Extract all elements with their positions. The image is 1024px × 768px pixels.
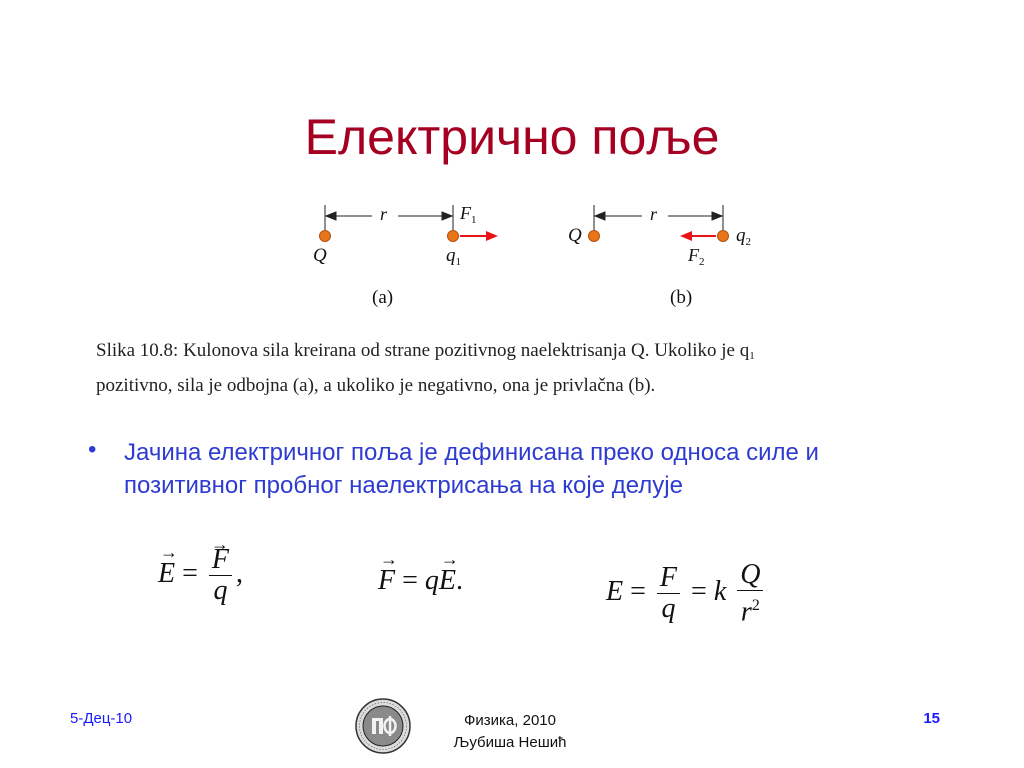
- figure-b: [560, 195, 790, 315]
- figure-a-charge-Q: [320, 231, 331, 242]
- figure-b-Q-label: Q: [568, 225, 582, 246]
- equation-3: E = $\frac{F}{q}$ = k $\frac{Q}{r^2}$: [606, 560, 767, 627]
- footer-author: Љубиша Нешић: [453, 734, 567, 751]
- figure-b-r-arrowhead-right: [712, 212, 722, 220]
- figure-a-F-label: $F_1$: [460, 203, 477, 226]
- footer-center: [420, 710, 600, 754]
- figure-a-r-arrowhead-right: [442, 212, 452, 220]
- equation-1: → E = → $\frac{F}{q}$ ,: [158, 545, 243, 606]
- bullet-marker: •: [88, 436, 97, 463]
- slide-title: Електрично поље: [304, 109, 720, 165]
- figure-b-q-label: $q_2$: [736, 225, 751, 248]
- figure-a-force-arrowhead: [486, 231, 498, 241]
- figure-a-q-label: $q_1$: [446, 245, 461, 268]
- figure-a-r-label: r: [380, 204, 388, 224]
- bullet-text: Јачина електричног поља је дефинисана преко односа силе и позитивног пробног наелектрисања на које делује: [124, 439, 819, 499]
- footer-date: 5-Дец-10: [70, 710, 133, 727]
- figure-b-r-label: r: [650, 204, 658, 224]
- figure-b-charge-q2: [718, 231, 729, 242]
- page-number: 15: [923, 710, 940, 727]
- figure-caption-line-1: Slika 10.8: Kulonova sila kreirana od strane pozitivnog naelektrisanja Q. Ukoliko je $q_1$: [96, 340, 755, 362]
- figure-a-r-arrowhead-left: [326, 212, 336, 220]
- figure-b-charge-Q: [589, 231, 600, 242]
- figure-b-force-arrowhead: [680, 231, 692, 241]
- footer-course: Физика, 2010: [464, 712, 556, 729]
- figure-a-charge-q1: [448, 231, 459, 242]
- equation-2: → F = q→ E.: [378, 565, 463, 597]
- figure-b-F-label: $F_2$: [688, 245, 705, 268]
- figure-caption: [96, 336, 996, 401]
- figure-caption-line-2: pozitivno, sila je odbojna (a), a ukoliko je negativno, ona je privlačna (b).: [96, 375, 656, 396]
- figure-a-caption-label: (a): [372, 287, 394, 308]
- faculty-logo-icon: [355, 698, 411, 754]
- figure-a-Q-label: Q: [313, 245, 327, 266]
- figure-b-r-arrowhead-left: [595, 212, 605, 220]
- figure-b-caption-label: (b): [670, 287, 693, 308]
- figure-a: [300, 195, 530, 315]
